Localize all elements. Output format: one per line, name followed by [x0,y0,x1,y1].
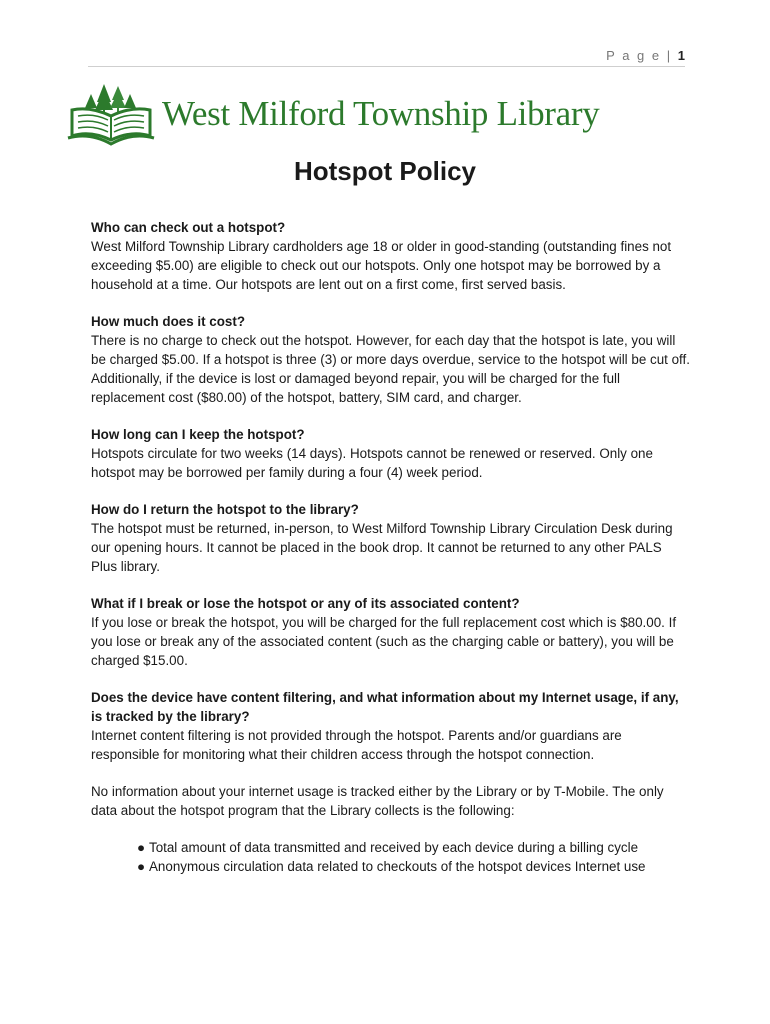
open-book-trees-icon [66,80,156,146]
library-logo [66,80,706,150]
document-title: Hotspot Policy [293,156,476,186]
collected-data-list [91,838,691,876]
section-question: How much does it cost? [91,314,246,329]
policy-section [91,688,691,764]
section-question: How long can I keep the hotspot? [91,427,305,442]
policy-section [91,594,691,670]
policy-section [91,218,691,294]
section-answer: There is no charge to check out the hotspot. However, for each day that the hotspot is late, you will be charged $5.00. If a hotspot is three (3) or more days overdue, service to the hotspot will be cut off. Additionally, if the device is lost or damaged beyond repair, you will be charged for the full replacement cost ($80.00) of the hotspot, battery, SIM card, and charger. [91,333,690,405]
section-answer: Hotspots circulate for two weeks (14 days). Hotspots cannot be renewed or reserved. Only one hotspot may be borrowed per family during a four (4) week period. [91,446,653,480]
section-answer: Internet content filtering is not provided through the hotspot. Parents and/or guardians are responsible for monitoring what their children access through the hotspot connection. [91,728,622,762]
closing-paragraph: No information about your internet usage is tracked either by the Library or by T-Mobile. The only data about the hotspot program that the Library collects is the following: [91,784,664,818]
list-item [137,857,691,876]
policy-section [91,425,691,482]
list-item-text: Total amount of data transmitted and received by each device during a billing cycle [149,840,639,855]
section-answer: The hotspot must be returned, in-person, to West Milford Township Library Circulation Desk during our opening hours. It cannot be placed in the book drop. It cannot be returned to any other PALS Plus library. [91,521,673,574]
page-separator: | [666,48,673,63]
section-answer: If you lose or break the hotspot, you will be charged for the full replacement cost which is $80.00. If you lose or break any of the associated content (such as the charging cable or battery), you will be charged $15.00. [91,615,677,668]
section-question: What if I break or lose the hotspot or any of its associated content? [91,596,520,611]
policy-section [91,312,691,407]
section-question: Who can check out a hotspot? [91,220,286,235]
section-answer: West Milford Township Library cardholders age 18 or older in good-standing (outstanding fines not exceeding $5.00) are eligible to check out our hotspots. Only one hotspot may be borrowed by a household at a time. Our hotspots are lent out on a first come, first served basis. [91,239,672,292]
bullet-icon: ● [137,859,146,874]
library-name: West Milford Township Library [162,94,600,133]
bullet-icon: ● [137,840,146,855]
page-number: 1 [677,48,685,63]
page-header [88,48,685,67]
section-question: Does the device have content filtering, and what information about my Internet usage, if any, is tracked by the library? [91,690,679,724]
page-label: P a g e [606,48,662,63]
list-item-text: Anonymous circulation data related to checkouts of the hotspot devices Internet use [149,859,646,874]
section-question: How do I return the hotspot to the library? [91,502,359,517]
policy-section [91,500,691,576]
list-item [137,838,691,857]
policy-content [91,218,691,876]
